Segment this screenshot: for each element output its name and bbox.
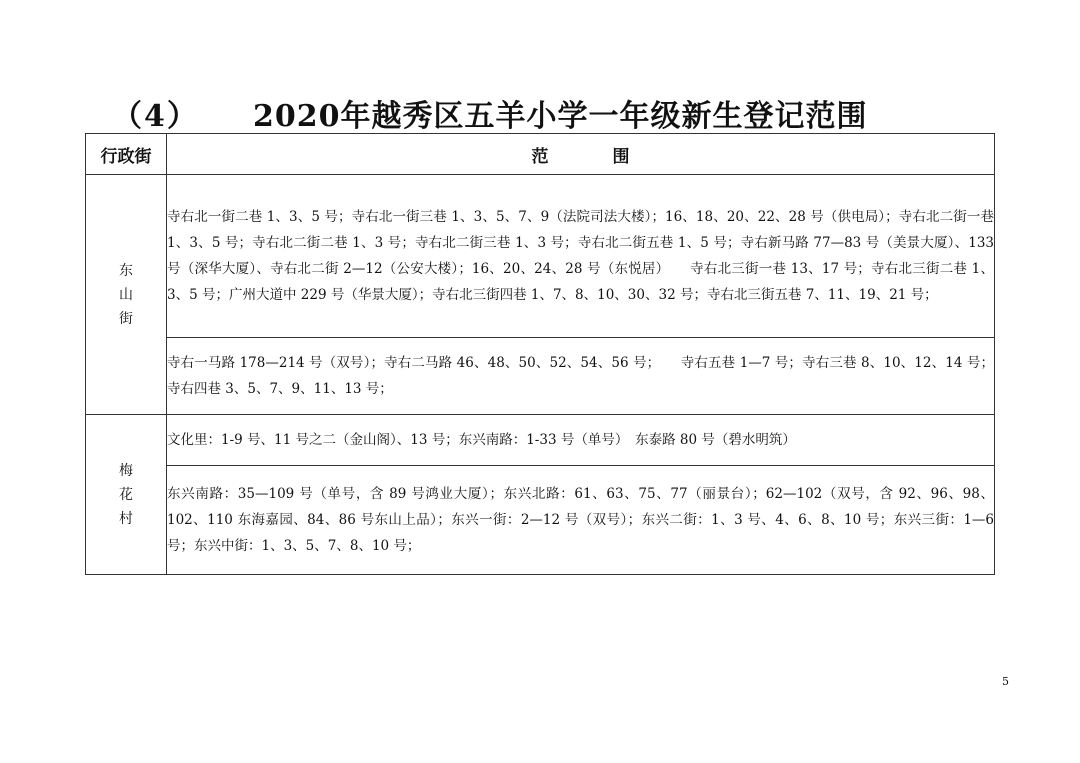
registration-range-table [85,133,995,575]
table-row [86,175,995,338]
range-cell: 寺右北一街二巷 1、3、5 号；寺右北一街三巷 1、3、5、7、9（法院司法大楼）；16、18、20、22、28 号（供电局）；寺右北二街一巷 1、3、5 号；寺右北二街二巷 1、3 号；寺右北二街三巷 1、3 号；寺右北二街五巷 1、5 号；寺右新马路 77—83 号（美景大厦）、133 号（深华大厦）、寺右北二街 2—12（公安大楼）；16、20、24、28 号（东悦居） 寺右北三街一巷 13、17 号；寺右北三街二巷 1、3、5 号；广州大道中 229 号（华景大厦）；寺右北三街四巷 1、7、8、10、30、32 号；寺右北三街五巷 7、11、19、21 号； [167,175,995,338]
table-header-row [86,134,995,175]
header-range: 范围 [167,134,995,175]
range-cell: 东兴南路：35—109 号（单号，含 89 号鸿业大厦）；东兴北路：61、63、75、77（丽景台）；62—102（双号，含 92、96、98、102、110 东海嘉园、84、86 号东山上品）；东兴一街：2—12 号（双号）；东兴二街：1、3 号、4、6、8、10 号；东兴三街：1—6 号；东兴中街：1、3、5、7、8、10 号； [167,466,995,575]
range-cell: 文化里：1-9 号、11 号之二（金山阁）、13 号；东兴南路：1-33 号（单号） 东泰路 80 号（碧水明筑） [167,415,995,466]
page-number: 5 [1002,675,1009,688]
title-text: 2020年越秀区五羊小学一年级新生登记范围 [253,99,868,134]
header-street: 行政街 [86,134,167,175]
range-cell: 寺右一马路 178—214 号（双号）；寺右二马路 46、48、50、52、54、56 号； 寺右五巷 1—7 号；寺右三巷 8、10、12、14 号；寺右四巷 3、5、7、9、11、13 号； [167,338,995,415]
street-dongshan: 东山街 [86,175,167,415]
table-row [86,415,995,466]
table-row [86,338,995,415]
title-section-number: （4） [112,99,199,134]
table-row [86,466,995,575]
document-title [0,91,1080,135]
street-meihuacun: 梅花村 [86,415,167,575]
